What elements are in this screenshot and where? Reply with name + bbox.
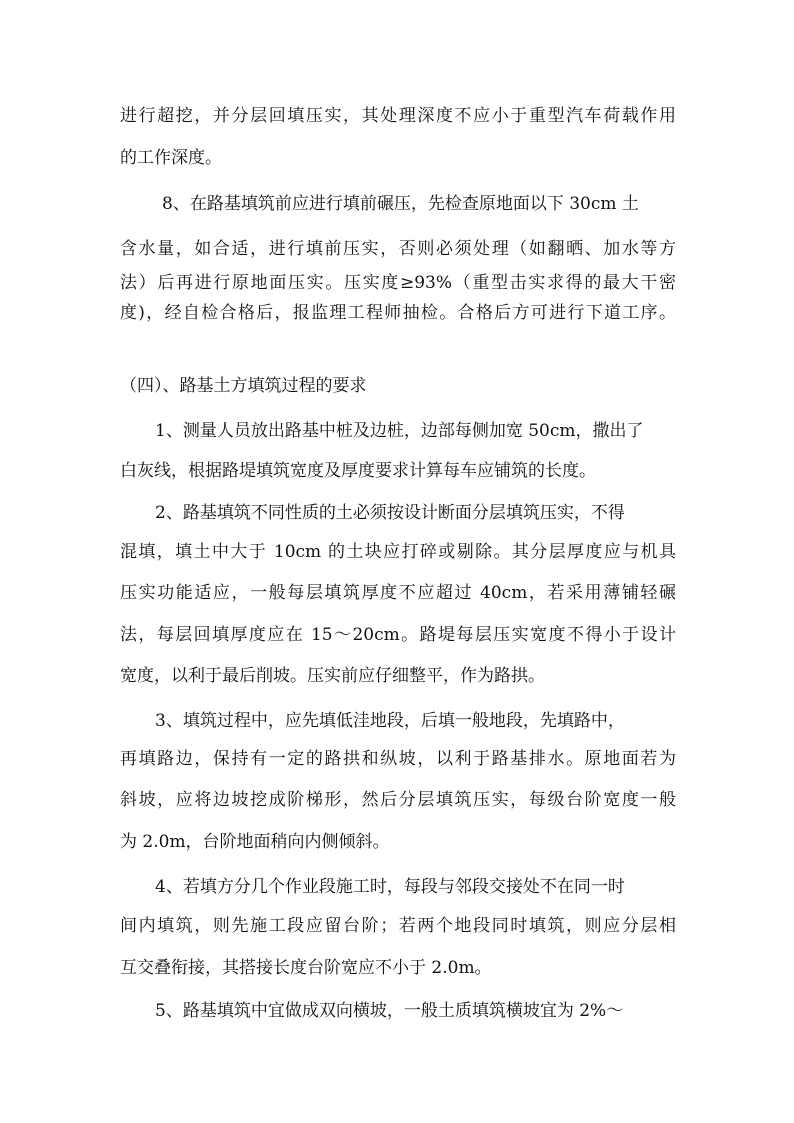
text-line: 斜坡，应将边坡挖成阶梯形，然后分层填筑压实，每级台阶宽度一般 — [120, 790, 676, 810]
text-line: 的工作深度。 — [120, 148, 222, 168]
text-line: 8、在路基填筑前应进行填前碾压，先检查原地面以下 30cm 土 — [162, 194, 639, 214]
section-heading: （四）、路基土方填筑过程的要求 — [120, 376, 367, 396]
text-line: 互交叠衔接，其搭接长度台阶宽应不小于 2.0m。 — [120, 958, 492, 978]
text-line: 法）后再进行原地面压实。压实度≥93%（重型击实求得的最大干密 — [120, 273, 676, 293]
text-line: 再填路边，保持有一定的路拱和纵坡，以利于路基排水。原地面若为 — [120, 749, 676, 769]
text-line: 含水量，如合适，进行填前压实，否则必须处理（如翻晒、加水等方 — [120, 239, 676, 259]
text-line: 进行超挖，并分层回填压实，其处理深度不应小于重型汽车荷载作用 — [120, 106, 676, 126]
text-line: 混填，填土中大于 10cm 的土块应打碎或剔除。其分层厚度应与机具 — [120, 542, 676, 562]
text-line: 白灰线，根据路堤填筑宽度及厚度要求计算每车应铺筑的长度。 — [120, 461, 596, 481]
text-line: 3、填筑过程中，应先填低洼地段，后填一般地段，先填路中， — [155, 711, 625, 731]
text-line: 1、测量人员放出路基中桩及边桩，边部每侧加宽 50cm，撒出了 — [155, 421, 644, 441]
text-line: 间内填筑，则先施工段应留台阶；若两个地段同时填筑，则应分层相 — [120, 916, 676, 936]
text-line: 宽度，以利于最后削坡。压实前应仔细整平，作为路拱。 — [120, 666, 545, 686]
text-line: 为 2.0m，台阶地面稍向内侧倾斜。 — [120, 832, 390, 852]
text-line: 压实功能适应，一般每层填筑厚度不应超过 40cm，若采用薄铺轻碾 — [120, 583, 676, 603]
text-line: 度)，经自检合格后，报监理工程师抽检。合格后方可进行下道工序。 — [120, 303, 676, 323]
text-line: 4、若填方分几个作业段施工时，每段与邻段交接处不在同一时 — [155, 877, 625, 897]
text-line: 2、路基填筑不同性质的土必须按设计断面分层填筑压实，不得 — [155, 503, 625, 523]
text-line: 法，每层回填厚度应在 15～20cm。路堤每层压实宽度不得小于设计 — [120, 625, 676, 645]
text-line: 5、路基填筑中宜做成双向横坡，一般土质填筑横坡宜为 2%～ — [155, 1001, 624, 1021]
